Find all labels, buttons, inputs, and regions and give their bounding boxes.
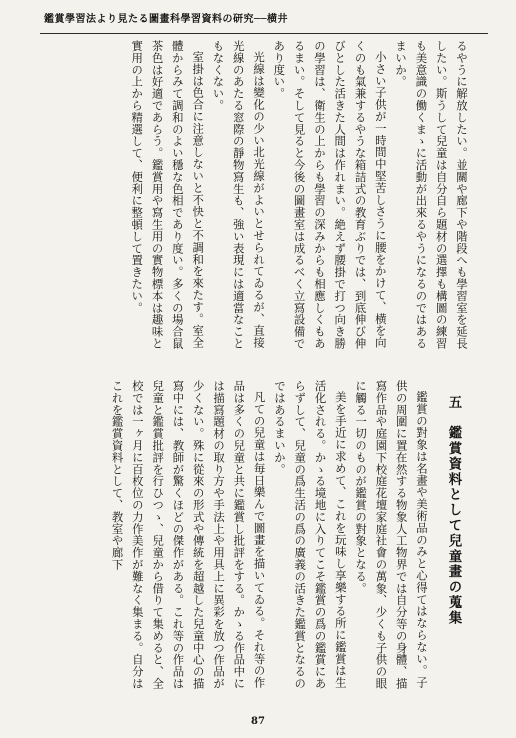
lower-paragraph-2: 美を手近に求めて、これを玩味し享樂する所に鑑賞は生活化される。かゝる境地に入りてこそ鑑賞の爲の鑑賞にあらずして、兒童の爲生活の爲の廣義の活きた鑑賞となるのではあるまいか。 bbox=[272, 380, 348, 690]
section-heading: 五 鑑賞資料として兒童畫の蒐集 bbox=[446, 395, 462, 626]
upper-paragraph-2: 小さい子供が一時間中堅苦しさうに腰をかけて、横を向くのも氣兼するやうな箱詰式の教育ぶりでは、到底伸び伸びとした活きた人間は作れまい。絶えず腰掛で打つ向き勝の學習は、衛生の上からも學習の深みからも相應しくもあるまい。そして見ると今後の圖畫室は成るべく立寫設備であり度い。 bbox=[272, 40, 388, 350]
lower-paragraph-3: 凡ての兒童は毎日樂んで圖畫を描いてゐる。それ等の作品は多くの兒童と共に鑑賞し批評をする。かゝる作品中には描寫題材の取り方や手法上や用具上に異彩を放つ作品が少くない。殊に從來の形式や傳統を超越した兒童中心の描寫中には、教師が驚くほどの傑作がある。これ等の作品は兒童と鑑賞批評を行ひつゝ、兒童から借りて集めると、全校では一ヶ月に百枚位の力作美作が難なく集まる。自分はこれを鑑賞資料として、教室や廊下 bbox=[110, 380, 267, 690]
upper-paragraph-3: 光線は變化の少い北光線がよいとせられてゐるが、直接光線のあたる窓際の靜物寫生も、強い表現には適當なこともなくない。 bbox=[211, 40, 267, 350]
upper-paragraph-4: 室掛は色合に注意しないと不快と不調和を來たす。室全體からみて調和のよい穩な色相であり度い。多くの場合鼠茶色は好適であらう。鑑賞用や寫生用の實物標本は趣味と實用の上から精選して、便利に整頓して置きたい。 bbox=[130, 40, 206, 350]
header-divider bbox=[40, 33, 488, 34]
page-number: 87 bbox=[251, 716, 265, 727]
upper-paragraph-1: るやうに解放したい。並關や廊下や階段へも學習室を延長したい。斯うして兒童は自分自ら題材の選擇も構圖の練習も美意識の働くまゝに活動が出來るやうになるのではあるまいか。 bbox=[394, 40, 469, 350]
lower-paragraph-1: 鑑賞の對象は名畫や美術品のみと心得てはならない。子供の周圍に置在然する物象人工物界では自分等の身體、描寫作品や庭園下校庭花壇家庭社會の萬象、少くも子供の眼に觸る一切のものが鑑賞の對象となる。 bbox=[354, 380, 429, 690]
running-header: 鑑賞學習法より見たる圖畫科學習資料の研究──横井 bbox=[44, 14, 289, 25]
upper-text-block bbox=[127, 40, 472, 360]
lower-text-block bbox=[107, 380, 432, 700]
